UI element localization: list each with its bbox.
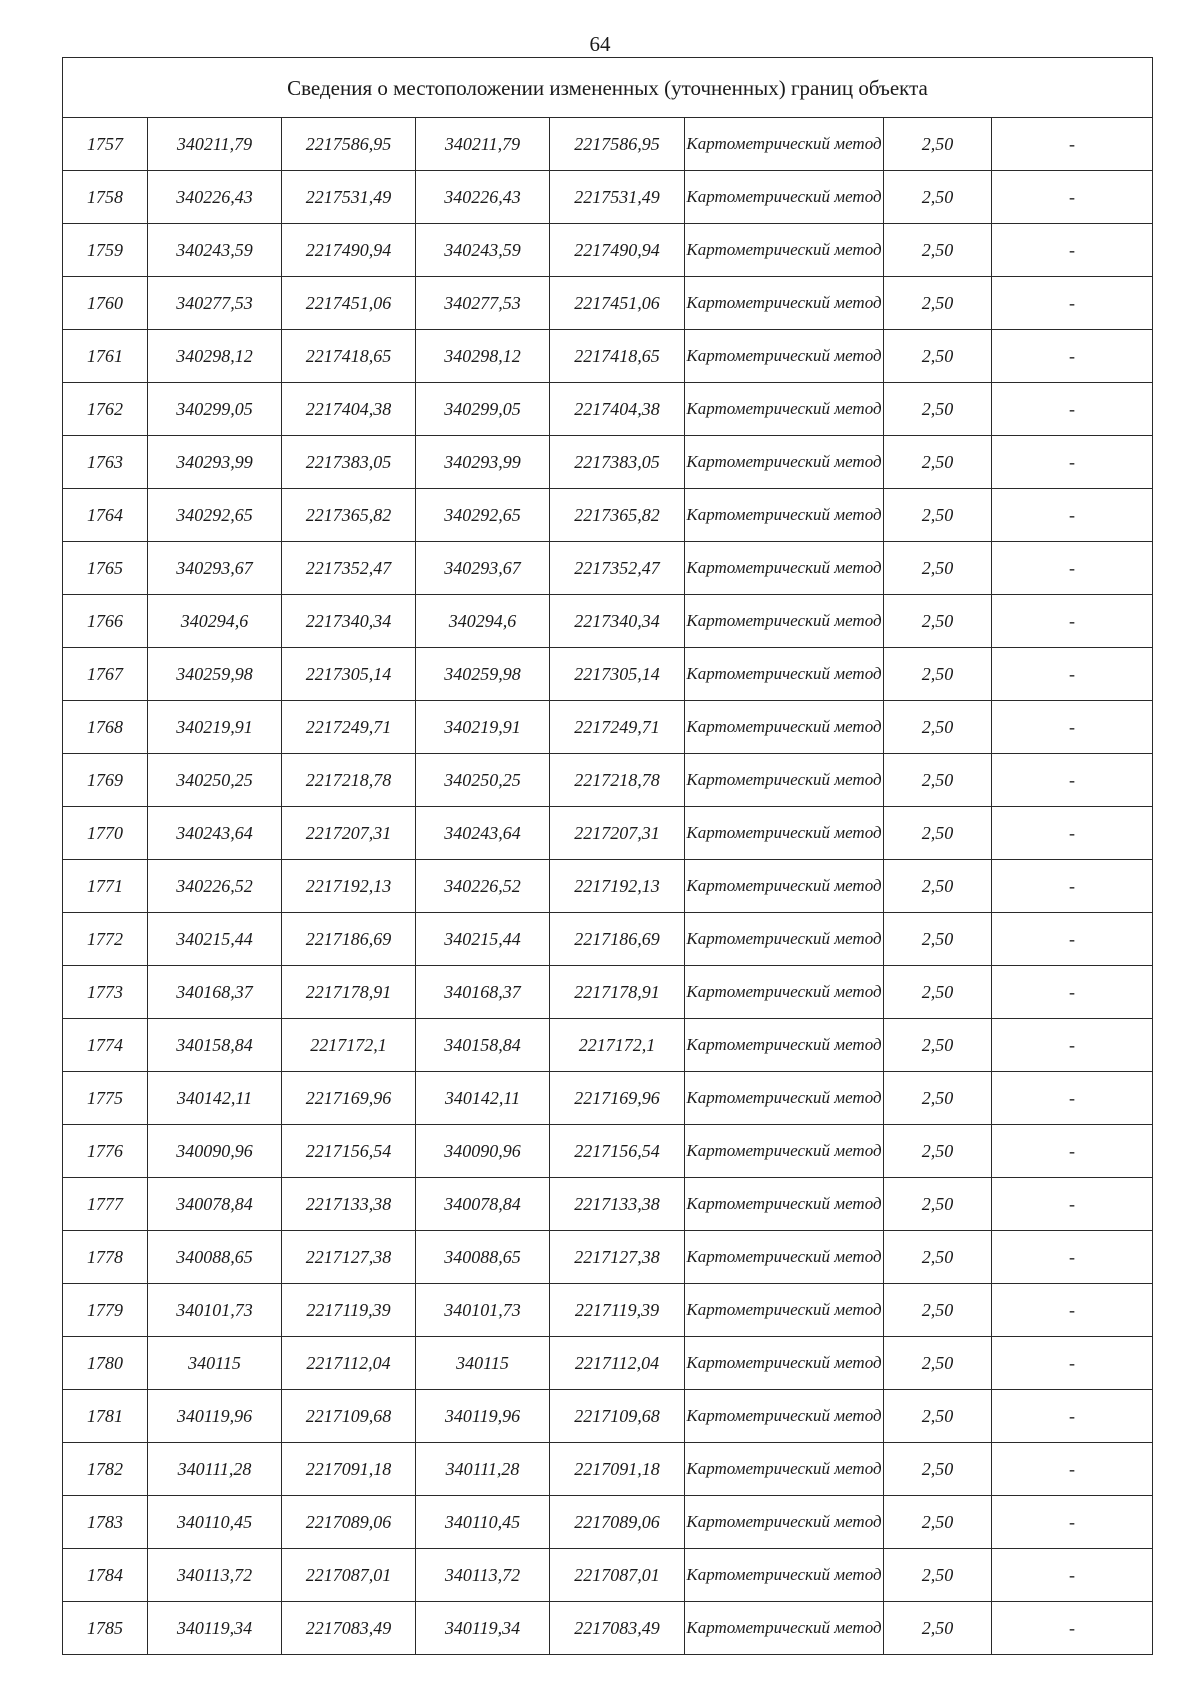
existing-x-cell: 340088,65 [148, 1231, 282, 1284]
existing-x-cell: 340101,73 [148, 1284, 282, 1337]
new-x-cell: 340088,65 [416, 1231, 550, 1284]
existing-y-cell: 2217087,01 [282, 1549, 416, 1602]
method-cell: Картометрический метод [685, 966, 884, 1019]
description-cell: - [992, 1602, 1153, 1655]
accuracy-cell: 2,50 [884, 1602, 992, 1655]
new-y-cell: 2217172,1 [550, 1019, 685, 1072]
existing-y-cell: 2217089,06 [282, 1496, 416, 1549]
point-number-cell: 1757 [63, 118, 148, 171]
new-x-cell: 340078,84 [416, 1178, 550, 1231]
accuracy-cell: 2,50 [884, 171, 992, 224]
point-number-cell: 1779 [63, 1284, 148, 1337]
existing-x-cell: 340158,84 [148, 1019, 282, 1072]
existing-x-cell: 340259,98 [148, 648, 282, 701]
new-x-cell: 340119,96 [416, 1390, 550, 1443]
accuracy-cell: 2,50 [884, 489, 992, 542]
existing-y-cell: 2217383,05 [282, 436, 416, 489]
existing-y-cell: 2217127,38 [282, 1231, 416, 1284]
new-x-cell: 340119,34 [416, 1602, 550, 1655]
accuracy-cell: 2,50 [884, 754, 992, 807]
new-y-cell: 2217207,31 [550, 807, 685, 860]
point-number-cell: 1764 [63, 489, 148, 542]
existing-x-cell: 340277,53 [148, 277, 282, 330]
new-y-cell: 2217404,38 [550, 383, 685, 436]
method-cell: Картометрический метод [685, 860, 884, 913]
existing-x-cell: 340293,99 [148, 436, 282, 489]
existing-y-cell: 2217156,54 [282, 1125, 416, 1178]
description-cell: - [992, 860, 1153, 913]
existing-x-cell: 340078,84 [148, 1178, 282, 1231]
table-row [63, 1337, 1153, 1390]
accuracy-cell: 2,50 [884, 1178, 992, 1231]
new-y-cell: 2217109,68 [550, 1390, 685, 1443]
existing-x-cell: 340294,6 [148, 595, 282, 648]
method-cell: Картометрический метод [685, 701, 884, 754]
description-cell: - [992, 277, 1153, 330]
method-cell: Картометрический метод [685, 277, 884, 330]
method-cell: Картометрический метод [685, 1390, 884, 1443]
new-y-cell: 2217218,78 [550, 754, 685, 807]
existing-y-cell: 2217112,04 [282, 1337, 416, 1390]
description-cell: - [992, 1231, 1153, 1284]
new-y-cell: 2217119,39 [550, 1284, 685, 1337]
point-number-cell: 1769 [63, 754, 148, 807]
table-row [63, 1284, 1153, 1337]
method-cell: Картометрический метод [685, 913, 884, 966]
method-cell: Картометрический метод [685, 436, 884, 489]
new-x-cell: 340292,65 [416, 489, 550, 542]
existing-y-cell: 2217451,06 [282, 277, 416, 330]
accuracy-cell: 2,50 [884, 1496, 992, 1549]
new-x-cell: 340250,25 [416, 754, 550, 807]
existing-x-cell: 340115 [148, 1337, 282, 1390]
table-row [63, 383, 1153, 436]
description-cell: - [992, 807, 1153, 860]
table-row [63, 648, 1153, 701]
point-number-cell: 1780 [63, 1337, 148, 1390]
new-x-cell: 340168,37 [416, 966, 550, 1019]
new-x-cell: 340101,73 [416, 1284, 550, 1337]
description-cell: - [992, 224, 1153, 277]
accuracy-cell: 2,50 [884, 807, 992, 860]
existing-y-cell: 2217109,68 [282, 1390, 416, 1443]
new-y-cell: 2217490,94 [550, 224, 685, 277]
point-number-cell: 1781 [63, 1390, 148, 1443]
new-y-cell: 2217089,06 [550, 1496, 685, 1549]
point-number-cell: 1778 [63, 1231, 148, 1284]
new-y-cell: 2217383,05 [550, 436, 685, 489]
existing-x-cell: 340292,65 [148, 489, 282, 542]
existing-x-cell: 340211,79 [148, 118, 282, 171]
table-row [63, 436, 1153, 489]
existing-x-cell: 340111,28 [148, 1443, 282, 1496]
method-cell: Картометрический метод [685, 1019, 884, 1072]
description-cell: - [992, 966, 1153, 1019]
existing-x-cell: 340215,44 [148, 913, 282, 966]
existing-y-cell: 2217119,39 [282, 1284, 416, 1337]
table-row [63, 1019, 1153, 1072]
existing-x-cell: 340090,96 [148, 1125, 282, 1178]
accuracy-cell: 2,50 [884, 860, 992, 913]
description-cell: - [992, 913, 1153, 966]
existing-y-cell: 2217172,1 [282, 1019, 416, 1072]
accuracy-cell: 2,50 [884, 1443, 992, 1496]
description-cell: - [992, 1496, 1153, 1549]
existing-x-cell: 340110,45 [148, 1496, 282, 1549]
table-row [63, 1443, 1153, 1496]
existing-x-cell: 340142,11 [148, 1072, 282, 1125]
new-y-cell: 2217186,69 [550, 913, 685, 966]
method-cell: Картометрический метод [685, 1337, 884, 1390]
new-y-cell: 2217087,01 [550, 1549, 685, 1602]
existing-y-cell: 2217186,69 [282, 913, 416, 966]
accuracy-cell: 2,50 [884, 913, 992, 966]
new-x-cell: 340142,11 [416, 1072, 550, 1125]
method-cell: Картометрический метод [685, 648, 884, 701]
new-x-cell: 340090,96 [416, 1125, 550, 1178]
existing-x-cell: 340219,91 [148, 701, 282, 754]
new-y-cell: 2217531,49 [550, 171, 685, 224]
table-row [63, 1178, 1153, 1231]
table-row [63, 807, 1153, 860]
point-number-cell: 1765 [63, 542, 148, 595]
description-cell: - [992, 648, 1153, 701]
point-number-cell: 1770 [63, 807, 148, 860]
table-row [63, 701, 1153, 754]
new-y-cell: 2217365,82 [550, 489, 685, 542]
new-y-cell: 2217133,38 [550, 1178, 685, 1231]
new-x-cell: 340293,99 [416, 436, 550, 489]
table-row [63, 489, 1153, 542]
accuracy-cell: 2,50 [884, 330, 992, 383]
existing-y-cell: 2217249,71 [282, 701, 416, 754]
accuracy-cell: 2,50 [884, 383, 992, 436]
description-cell: - [992, 1072, 1153, 1125]
point-number-cell: 1785 [63, 1602, 148, 1655]
existing-y-cell: 2217418,65 [282, 330, 416, 383]
point-number-cell: 1784 [63, 1549, 148, 1602]
method-cell: Картометрический метод [685, 224, 884, 277]
new-y-cell: 2217249,71 [550, 701, 685, 754]
description-cell: - [992, 1390, 1153, 1443]
point-number-cell: 1776 [63, 1125, 148, 1178]
existing-x-cell: 340119,96 [148, 1390, 282, 1443]
new-y-cell: 2217418,65 [550, 330, 685, 383]
table-title-row [63, 58, 1153, 118]
existing-x-cell: 340299,05 [148, 383, 282, 436]
method-cell: Картометрический метод [685, 595, 884, 648]
existing-y-cell: 2217169,96 [282, 1072, 416, 1125]
description-cell: - [992, 1337, 1153, 1390]
table-row [63, 330, 1153, 383]
boundary-coordinates-table [62, 57, 1153, 1655]
description-cell: - [992, 436, 1153, 489]
point-number-cell: 1777 [63, 1178, 148, 1231]
method-cell: Картометрический метод [685, 1602, 884, 1655]
existing-y-cell: 2217192,13 [282, 860, 416, 913]
existing-y-cell: 2217218,78 [282, 754, 416, 807]
new-y-cell: 2217169,96 [550, 1072, 685, 1125]
new-y-cell: 2217352,47 [550, 542, 685, 595]
accuracy-cell: 2,50 [884, 224, 992, 277]
page-number: 64 [589, 32, 611, 56]
accuracy-cell: 2,50 [884, 1390, 992, 1443]
point-number-cell: 1763 [63, 436, 148, 489]
description-cell: - [992, 1178, 1153, 1231]
method-cell: Картометрический метод [685, 1496, 884, 1549]
existing-y-cell: 2217365,82 [282, 489, 416, 542]
new-y-cell: 2217340,34 [550, 595, 685, 648]
description-cell: - [992, 1549, 1153, 1602]
point-number-cell: 1760 [63, 277, 148, 330]
accuracy-cell: 2,50 [884, 595, 992, 648]
new-y-cell: 2217451,06 [550, 277, 685, 330]
existing-y-cell: 2217531,49 [282, 171, 416, 224]
table-row [63, 966, 1153, 1019]
existing-x-cell: 340243,59 [148, 224, 282, 277]
accuracy-cell: 2,50 [884, 1284, 992, 1337]
new-x-cell: 340277,53 [416, 277, 550, 330]
new-x-cell: 340211,79 [416, 118, 550, 171]
accuracy-cell: 2,50 [884, 542, 992, 595]
new-y-cell: 2217091,18 [550, 1443, 685, 1496]
new-x-cell: 340243,59 [416, 224, 550, 277]
table-row [63, 1549, 1153, 1602]
existing-y-cell: 2217305,14 [282, 648, 416, 701]
accuracy-cell: 2,50 [884, 436, 992, 489]
table-row [63, 118, 1153, 171]
point-number-cell: 1761 [63, 330, 148, 383]
existing-y-cell: 2217178,91 [282, 966, 416, 1019]
method-cell: Картометрический метод [685, 1072, 884, 1125]
accuracy-cell: 2,50 [884, 277, 992, 330]
table-row [63, 595, 1153, 648]
accuracy-cell: 2,50 [884, 966, 992, 1019]
table-row [63, 1496, 1153, 1549]
new-x-cell: 340299,05 [416, 383, 550, 436]
method-cell: Картометрический метод [685, 118, 884, 171]
description-cell: - [992, 1019, 1153, 1072]
accuracy-cell: 2,50 [884, 118, 992, 171]
existing-x-cell: 340119,34 [148, 1602, 282, 1655]
new-x-cell: 340115 [416, 1337, 550, 1390]
point-number-cell: 1782 [63, 1443, 148, 1496]
accuracy-cell: 2,50 [884, 1337, 992, 1390]
description-cell: - [992, 118, 1153, 171]
new-y-cell: 2217178,91 [550, 966, 685, 1019]
existing-y-cell: 2217207,31 [282, 807, 416, 860]
accuracy-cell: 2,50 [884, 1125, 992, 1178]
table-row [63, 1125, 1153, 1178]
new-x-cell: 340111,28 [416, 1443, 550, 1496]
new-x-cell: 340243,64 [416, 807, 550, 860]
method-cell: Картометрический метод [685, 542, 884, 595]
method-cell: Картометрический метод [685, 489, 884, 542]
accuracy-cell: 2,50 [884, 1019, 992, 1072]
existing-x-cell: 340250,25 [148, 754, 282, 807]
new-y-cell: 2217305,14 [550, 648, 685, 701]
accuracy-cell: 2,50 [884, 648, 992, 701]
table-row [63, 542, 1153, 595]
point-number-cell: 1762 [63, 383, 148, 436]
new-x-cell: 340113,72 [416, 1549, 550, 1602]
table-row [63, 277, 1153, 330]
table-row [63, 1602, 1153, 1655]
existing-x-cell: 340113,72 [148, 1549, 282, 1602]
description-cell: - [992, 1125, 1153, 1178]
method-cell: Картометрический метод [685, 1125, 884, 1178]
description-cell: - [992, 595, 1153, 648]
new-y-cell: 2217586,95 [550, 118, 685, 171]
existing-x-cell: 340298,12 [148, 330, 282, 383]
existing-y-cell: 2217091,18 [282, 1443, 416, 1496]
description-cell: - [992, 489, 1153, 542]
new-x-cell: 340110,45 [416, 1496, 550, 1549]
new-y-cell: 2217127,38 [550, 1231, 685, 1284]
method-cell: Картометрический метод [685, 171, 884, 224]
new-x-cell: 340226,43 [416, 171, 550, 224]
description-cell: - [992, 1284, 1153, 1337]
new-x-cell: 340158,84 [416, 1019, 550, 1072]
existing-x-cell: 340226,52 [148, 860, 282, 913]
existing-x-cell: 340168,37 [148, 966, 282, 1019]
new-x-cell: 340294,6 [416, 595, 550, 648]
description-cell: - [992, 171, 1153, 224]
existing-y-cell: 2217340,34 [282, 595, 416, 648]
table-row [63, 1390, 1153, 1443]
point-number-cell: 1768 [63, 701, 148, 754]
new-x-cell: 340219,91 [416, 701, 550, 754]
new-x-cell: 340259,98 [416, 648, 550, 701]
accuracy-cell: 2,50 [884, 1549, 992, 1602]
method-cell: Картометрический метод [685, 754, 884, 807]
new-x-cell: 340298,12 [416, 330, 550, 383]
table-row [63, 1231, 1153, 1284]
point-number-cell: 1767 [63, 648, 148, 701]
point-number-cell: 1772 [63, 913, 148, 966]
method-cell: Картометрический метод [685, 330, 884, 383]
table-title: Сведения о местоположении измененных (уточненных) границ объекта [63, 58, 1153, 118]
new-y-cell: 2217083,49 [550, 1602, 685, 1655]
method-cell: Картометрический метод [685, 1231, 884, 1284]
existing-x-cell: 340226,43 [148, 171, 282, 224]
new-x-cell: 340226,52 [416, 860, 550, 913]
method-cell: Картометрический метод [685, 383, 884, 436]
new-x-cell: 340293,67 [416, 542, 550, 595]
method-cell: Картометрический метод [685, 1443, 884, 1496]
method-cell: Картометрический метод [685, 807, 884, 860]
description-cell: - [992, 542, 1153, 595]
description-cell: - [992, 701, 1153, 754]
table-row [63, 754, 1153, 807]
existing-y-cell: 2217352,47 [282, 542, 416, 595]
new-x-cell: 340215,44 [416, 913, 550, 966]
description-cell: - [992, 330, 1153, 383]
table-row [63, 860, 1153, 913]
point-number-cell: 1775 [63, 1072, 148, 1125]
point-number-cell: 1771 [63, 860, 148, 913]
new-y-cell: 2217192,13 [550, 860, 685, 913]
table-row [63, 224, 1153, 277]
new-y-cell: 2217112,04 [550, 1337, 685, 1390]
existing-y-cell: 2217586,95 [282, 118, 416, 171]
existing-y-cell: 2217083,49 [282, 1602, 416, 1655]
existing-x-cell: 340293,67 [148, 542, 282, 595]
point-number-cell: 1759 [63, 224, 148, 277]
method-cell: Картометрический метод [685, 1178, 884, 1231]
table-row [63, 1072, 1153, 1125]
new-y-cell: 2217156,54 [550, 1125, 685, 1178]
method-cell: Картометрический метод [685, 1549, 884, 1602]
existing-y-cell: 2217404,38 [282, 383, 416, 436]
accuracy-cell: 2,50 [884, 701, 992, 754]
point-number-cell: 1766 [63, 595, 148, 648]
existing-x-cell: 340243,64 [148, 807, 282, 860]
accuracy-cell: 2,50 [884, 1231, 992, 1284]
point-number-cell: 1773 [63, 966, 148, 1019]
description-cell: - [992, 383, 1153, 436]
description-cell: - [992, 1443, 1153, 1496]
existing-y-cell: 2217490,94 [282, 224, 416, 277]
point-number-cell: 1783 [63, 1496, 148, 1549]
description-cell: - [992, 754, 1153, 807]
table-body [63, 118, 1153, 1655]
table-row [63, 171, 1153, 224]
method-cell: Картометрический метод [685, 1284, 884, 1337]
accuracy-cell: 2,50 [884, 1072, 992, 1125]
point-number-cell: 1774 [63, 1019, 148, 1072]
point-number-cell: 1758 [63, 171, 148, 224]
existing-y-cell: 2217133,38 [282, 1178, 416, 1231]
table-row [63, 913, 1153, 966]
